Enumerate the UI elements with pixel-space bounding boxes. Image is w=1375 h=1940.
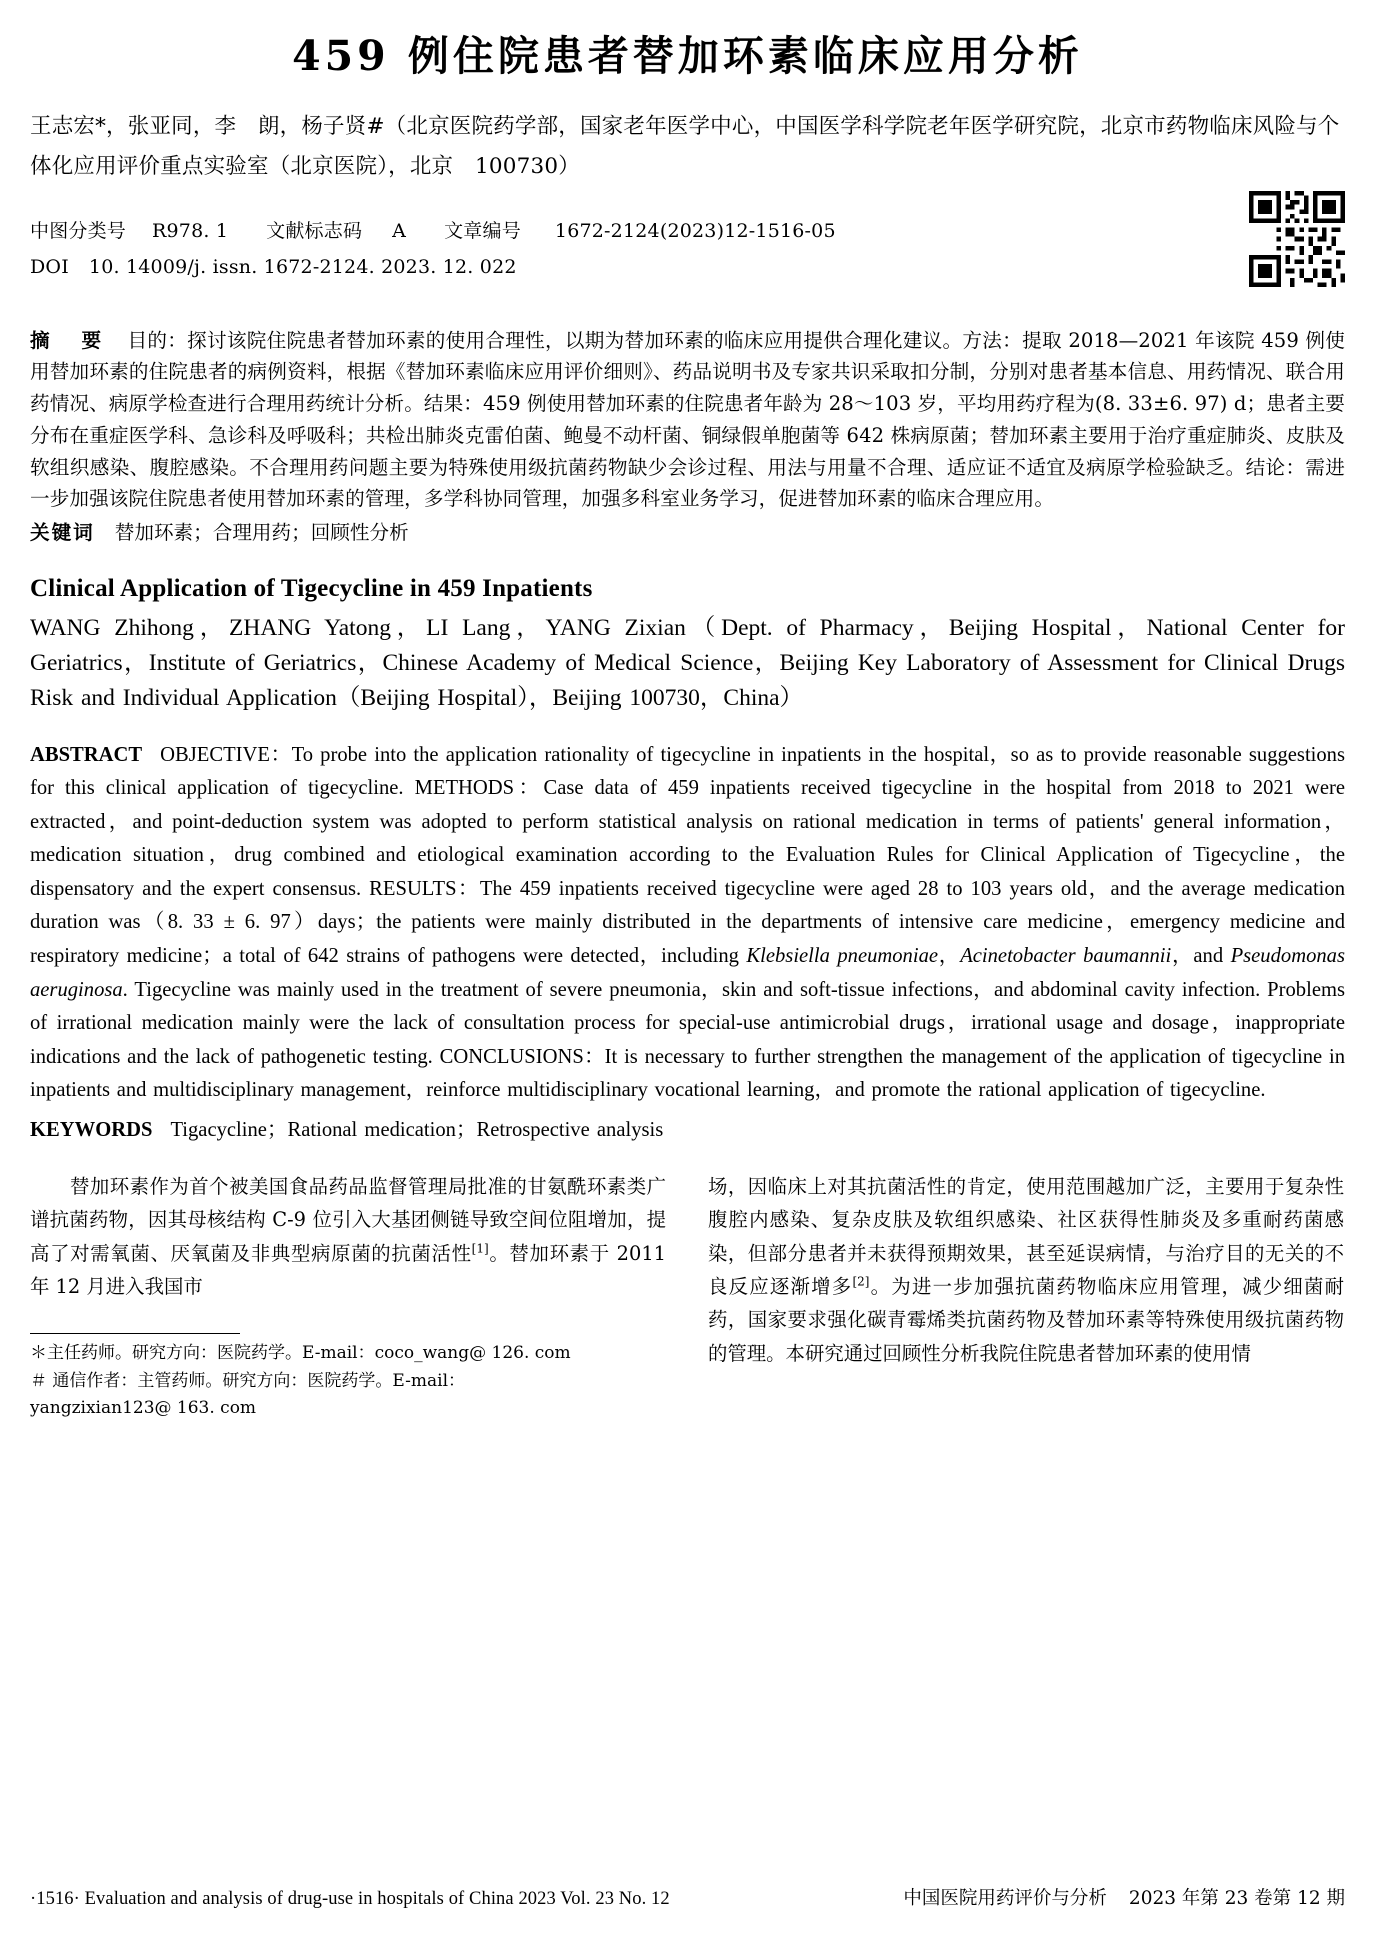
english-abstract-label: ABSTRACT: [30, 743, 143, 766]
chinese-abstract-label: 摘 要: [30, 328, 108, 352]
clc-value: R978. 1: [152, 219, 229, 242]
doi-value: 10. 14009/j. issn. 1672-2124. 2023. 12. 022: [88, 255, 517, 278]
article-id-value: 1672-2124(2023)12-1516-05: [554, 219, 836, 242]
body-right-text-a: 场，因临床上对其抗菌活性的肯定，使用范围越加广泛，主要用于复杂性腹腔内感染、复杂皮肤及软组织感染、社区获得性肺炎及多重耐药菌感染，但部分患者并未获得预期效果，甚至延误病情，与治疗目的无关的不良反应逐渐增多: [708, 1174, 1344, 1298]
chinese-authors-affiliation: 王志宏*，张亚同，李 朗，杨子贤#（北京医院药学部，国家老年医学中心，中国医学科学院老年医学研究院，北京市药物临床风险与个体化应用评价重点实验室（北京医院），北京 100730）: [30, 114, 1340, 179]
footnote-line-3: yangzixian123@ 163. com: [30, 1398, 257, 1419]
doi-label: DOI: [30, 255, 69, 278]
chinese-keywords-label: 关键词: [30, 521, 95, 545]
chinese-abstract-text: 目的：探讨该院住院患者替加环素的使用合理性，以期为替加环素的临床应用提供合理化建议。方法：提取 2018—2021 年该院 459 例使用替加环素的住院患者的病例资料，根据《替加环素临床应用评价细则》、药品说明书及专家共识采取扣分制，分别对患者基本信息、用药情况、联合用药情况、病原学检查进行合理用药统计分析。结果：459 例使用替加环素的住院患者年龄为 28～103 岁，平均用药疗程为(8. 33±6. 97) d；患者主要分布在重症医学科、急诊科及呼吸科；共检出肺炎克雷伯菌、鲍曼不动杆菌、铜绿假单胞菌等 642 株病原菌；替加环素主要用于治疗重症肺炎、皮肤及软组织感染、腹腔感染。不合理用药问题主要为特殊使用级抗菌药物缺少会诊过程、用法与用量不合理、适应证不适宜及病原学检验缺乏。结论：需进一步加强该院住院患者使用替加环素的管理，多学科协同管理，加强多科室业务学习，促进替加环素的临床合理应用。: [30, 328, 1346, 511]
page-footer: [30, 1884, 1345, 1910]
footnote-line-2: ＃ 通信作者：主管药师。研究方向：医院药学。E-mail：: [30, 1370, 466, 1391]
chinese-abstract: [30, 325, 1345, 515]
pathogen-name-1: Klebsiella pneumoniae: [746, 944, 939, 967]
abstract-sep-2: ，and: [1171, 944, 1231, 967]
footnote-line-1: ＊主任药师。研究方向：医院药学。E-mail：coco_wang@ 126. com: [30, 1343, 571, 1364]
article-id-label: 文章编号: [444, 219, 521, 242]
clc-label: 中图分类号: [30, 219, 127, 242]
page-inner: [30, 26, 1345, 1423]
reference-marker-1: [1]: [471, 1241, 489, 1256]
english-keywords-label: KEYWORDS: [30, 1118, 153, 1141]
body-column-right: [708, 1170, 1344, 1423]
doi-line: [30, 249, 1345, 285]
footnote-rule: [30, 1333, 240, 1334]
body-paragraph-left: [30, 1170, 666, 1304]
footer-journal-name: 中国医院用药评价与分析: [903, 1888, 1107, 1909]
body-left-text-b: 。替加环素于 2011 年 12 月进入我国市: [30, 1241, 667, 1298]
chinese-keywords-text: 替加环素；合理用药；回顾性分析: [114, 521, 409, 545]
page-title: 459 例住院患者替加环素临床应用分析: [292, 32, 1083, 80]
classification-line: [30, 213, 1345, 249]
pathogen-name-3: Pseudomonas aeruginosa: [30, 944, 1345, 1001]
reference-marker-2: [2]: [852, 1274, 870, 1289]
chinese-keywords: [30, 517, 1345, 549]
footer-issue: 2023 年第 23 卷第 12 期: [1128, 1888, 1345, 1909]
document-code-value: A: [392, 219, 407, 242]
body-paragraph-right: [708, 1170, 1344, 1370]
body-columns: [30, 1170, 1345, 1423]
body-right-text-b: 。为进一步加强抗菌药物临床应用管理，减少细菌耐药，国家要求强化碳青霉烯类抗菌药物及替加环素等特殊使用级抗菌药物的管理。本研究通过回顾性分析我院住院患者替加环素的使用情: [708, 1274, 1345, 1365]
english-abstract: [30, 739, 1345, 1108]
footer-left-text: ·1516· Evaluation and analysis of drug-use in hospitals of China 2023 Vol. 23 No. 12: [30, 1889, 670, 1909]
footer-right-text: [903, 1884, 1345, 1910]
document-code-label: 文献标志码: [266, 219, 363, 242]
pathogen-name-2: Acinetobacter baumannii: [960, 944, 1172, 967]
english-title: Clinical Application of Tigecycline in 459 Inpatients: [30, 574, 593, 602]
metadata-block: [30, 213, 1345, 305]
english-authors-affiliation: WANG Zhihong，ZHANG Yatong，LI Lang，YANG Zixian（Dept. of Pharmacy，Beijing Hospital，National Center for Geriatrics，Institute of Geriatrics，Chinese Academy of Medical Science，Beijing Key Laboratory of Assessment for Clinical Drugs Risk and Individual Application（Beijing Hospital），Beijing 100730，China）: [30, 614, 1345, 712]
english-keywords-text: Tigacycline；Rational medication；Retrospective analysis: [170, 1118, 664, 1141]
qr-code-icon: [1249, 191, 1345, 287]
qr-code-svg: [1249, 191, 1345, 287]
body-left-text-a: 替加环素作为首个被美国食品药品监督管理局批准的甘氨酰环素类广谱抗菌药物，因其母核结构 C-9 位引入大基团侧链导致空间位阻增加，提高了对需氧菌、厌氧菌及非典型病原菌的抗菌活性: [30, 1174, 666, 1265]
english-abstract-part1: OBJECTIVE：To probe into the application rationality of tigecycline in inpatients in the hospital，so as to provide reasonable suggestions for this clinical application of tigecycline. METHODS：Case data of 459 inpatients received tigecycline in the hospital from 2018 to 2021 were extracted，and point-deduction system was adopted to perform statistical analysis on rational medication in terms of patients' general information，medication situation，drug combined and etiological examination according to the Evaluation Rules for Clinical Application of Tigecycline，the dispensatory and the expert consensus. RESULTS：The 459 inpatients received tigecycline were aged 28 to 103 years old，and the average medication duration was（8. 33 ± 6. 97）days；the patients were mainly distributed in the departments of intensive care medicine，emergency medicine and respiratory medicine；a total of 642 strains of pathogens were detected，including: [30, 743, 1345, 967]
body-column-left: [30, 1170, 666, 1423]
english-keywords: [30, 1112, 1345, 1142]
english-abstract-part2: . Tigecycline was mainly used in the treatment of severe pneumonia，skin and soft-tissue infections，and abdominal cavity infection. Problems of irrational medication mainly were the lack of consultation process for special-use antimicrobial drugs，irrational usage and dosage，inappropriate indications and the lack of pathogenetic testing. CONCLUSIONS：It is necessary to further strengthen the management of the application of tigecycline in inpatients and multidisciplinary management，reinforce multidisciplinary vocational learning，and promote the rational application of tigecycline.: [30, 978, 1345, 1102]
abstract-sep-1: ，: [938, 944, 961, 967]
footnote-block: [30, 1333, 666, 1423]
